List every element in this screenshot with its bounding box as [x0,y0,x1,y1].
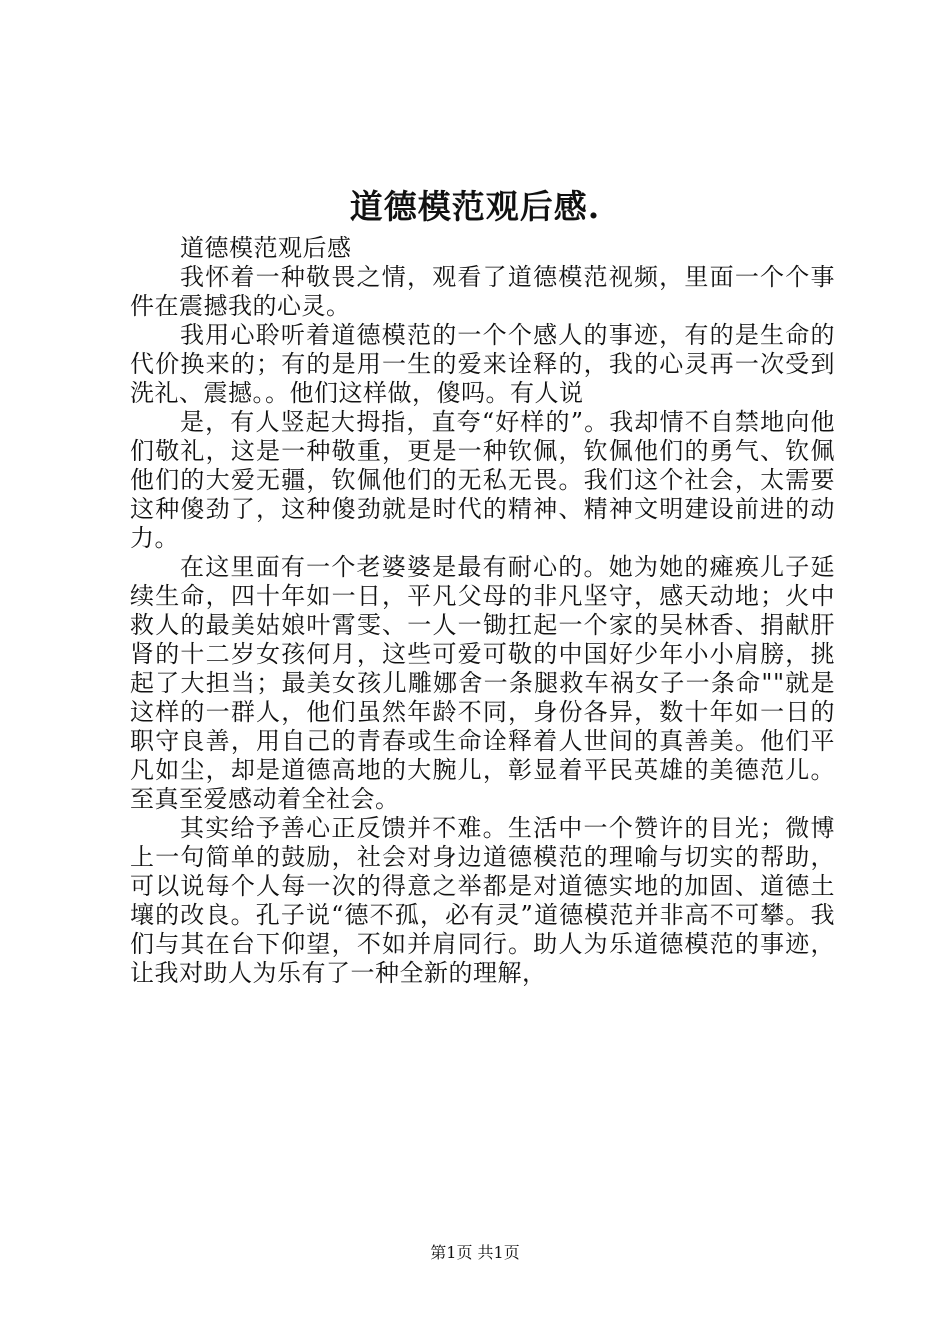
body-paragraph-5: 其实给予善心正反馈并不难。生活中一个赞许的目光；微博上一句简单的鼓励，社会对身边道德模范的理喻与切实的帮助，可以说每个人每一次的得意之举都是对道德实地的加固、道德土壤的改良。孔子说“德不孤，必有灵”道德模范并非高不可攀。我们与其在台下仰望，不如并肩同行。助人为乐道德模范的事迹，让我对助人为乐有了一种全新的理解， [130,814,835,987]
body-paragraph-4: 在这里面有一个老婆婆是最有耐心的。她为她的瘫痪儿子延续生命，四十年如一日，平凡父母的非凡坚守，感天动地；火中救人的最美姑娘叶霄雯、一人一锄扛起一个家的吴林香、捐献肝肾的十二岁女孩何月，这些可爱可敬的中国好少年小小肩膀，挑起了大担当；最美女孩儿雕娜舍一条腿救车祸女子一条命""就是这样的一群人，他们虽然年龄不同，身份各异，数十年如一日的职守良善，用自己的青春或生命诠释着人世间的真善美。他们平凡如尘，却是道德高地的大腕儿，彰显着平民英雄的美德范儿。至真至爱感动着全社会。 [130,553,835,813]
body-paragraph-1: 我怀着一种敬畏之情，观看了道德模范视频，里面一个个事件在震撼我的心灵。 [130,263,835,320]
subtitle-paragraph: 道德模范观后感 [180,234,352,262]
document-body [130,234,835,988]
body-paragraph-2: 我用心聆听着道德模范的一个个感人的事迹，有的是生命的代价换来的；有的是用一生的爱来诠释的，我的心灵再一次受到洗礼、震撼。。他们这样做，傻吗。有人说 [130,321,835,407]
body-paragraph-3: 是，有人竖起大拇指，直夸“好样的”。我却情不自禁地向他们敬礼，这是一种敬重，更是一种钦佩，钦佩他们的勇气、钦佩他们的大爱无疆，钦佩他们的无私无畏。我们这个社会，太需要这种傻劲了，这种傻劲就是时代的精神、精神文明建设前进的动力。 [130,408,835,552]
document-title: 道德模范观后感. [349,187,601,226]
page-number-footer: 第1页 共1页 [430,1243,520,1262]
